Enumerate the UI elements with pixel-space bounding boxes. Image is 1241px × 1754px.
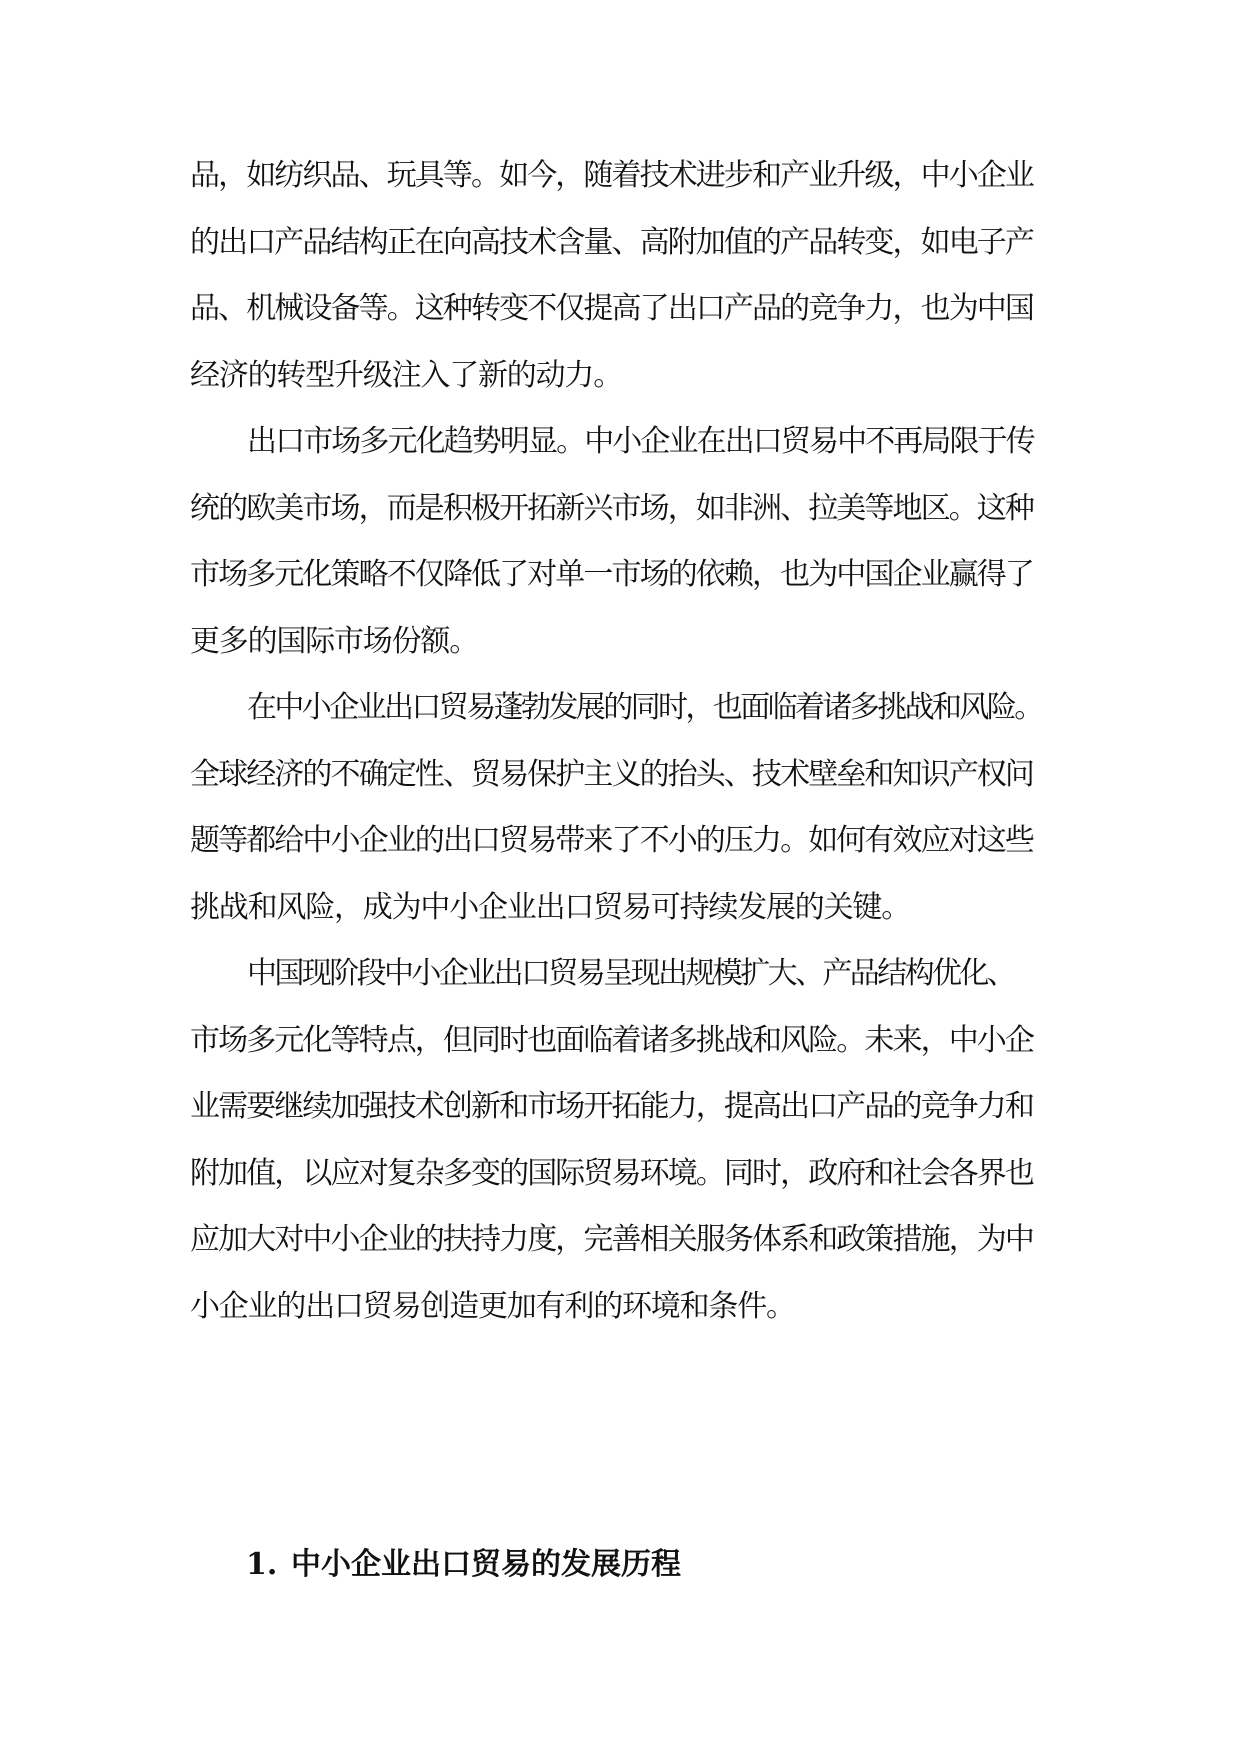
paragraph-4-line-4: 附加值，以应对复杂多变的国际贸易环境。同时，政府和社会各界也 bbox=[190, 1155, 1033, 1191]
paragraph-2-line-1: 出口市场多元化趋势明显。中小企业在出口贸易中不再局限于传 bbox=[247, 424, 1034, 459]
paragraph-4-line-5: 应加大对中小企业的扶持力度，完善相关服务体系和政策措施，为中 bbox=[190, 1222, 1033, 1257]
section-heading bbox=[246, 1535, 681, 1595]
paragraph-1-line-3: 品、机械设备等。这种转变不仅提高了出口产品的竞争力，也为中国 bbox=[190, 291, 1033, 326]
paragraph-3-line-4: 挑战和风险，成为中小企业出口贸易可持续发展的关键。 bbox=[190, 889, 910, 925]
paragraph-1-line-1: 品，如纺织品、玩具等。如今，随着技术进步和产业升级，中小企业 bbox=[190, 158, 1033, 193]
paragraph-2-line-2: 统的欧美市场，而是积极开拓新兴市场，如非洲、拉美等地区。这种 bbox=[190, 490, 1033, 526]
paragraph-4-line-6: 小企业的出口贸易创造更加有利的环境和条件。 bbox=[190, 1288, 795, 1324]
section-heading-number: 1. bbox=[246, 1547, 278, 1582]
paragraph-3-line-1: 在中小企业出口贸易蓬勃发展的同时，也面临着诸多挑战和风险。 bbox=[247, 690, 1042, 725]
paragraph-4-line-2: 市场多元化等特点，但同时也面临着诸多挑战和风险。未来，中小企 bbox=[190, 1022, 1033, 1058]
paragraph-4-line-1: 中国现阶段中小企业出口贸易呈现出规模扩大、产品结构优化、 bbox=[247, 956, 1015, 991]
paragraph-2-line-4: 更多的国际市场份额。 bbox=[190, 623, 478, 659]
paragraph-2-line-3: 市场多元化策略不仅降低了对单一市场的依赖，也为中国企业赢得了 bbox=[190, 557, 1033, 592]
body-text bbox=[190, 143, 1056, 1340]
paragraph-3-line-2: 全球经济的不确定性、贸易保护主义的抬头、技术壁垒和知识产权问 bbox=[190, 756, 1033, 792]
paragraph-1-line-4: 经济的转型升级注入了新的动力。 bbox=[190, 357, 622, 393]
section-heading-title: 中小企业出口贸易的发展历程 bbox=[291, 1547, 681, 1582]
paragraph-4-line-3: 业需要继续加强技术创新和市场开拓能力，提高出口产品的竞争力和 bbox=[190, 1089, 1033, 1124]
paragraph-1-line-2: 的出口产品结构正在向高技术含量、高附加值的产品转变，如电子产 bbox=[190, 224, 1033, 260]
paragraph-3-line-3: 题等都给中小企业的出口贸易带来了不小的压力。如何有效应对这些 bbox=[190, 823, 1033, 858]
